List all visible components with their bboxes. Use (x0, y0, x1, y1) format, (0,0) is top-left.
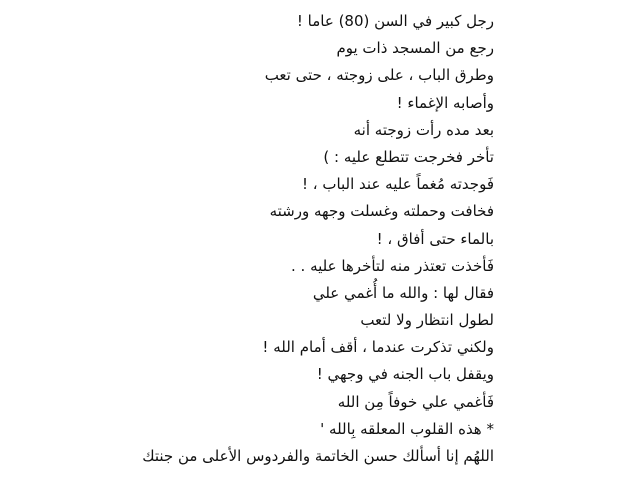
text-line: وطرق الباب ، على زوجته ، حتى تعب (264, 66, 494, 85)
text-line: فَوجدته مُغماً عليه عند الباب ، ! (301, 175, 494, 194)
text-line: فَأخذت تعتذر منه لتأخرها عليه . . (291, 256, 494, 275)
text-line: فخافت وحملته وغسلت وجهه ورشته (269, 202, 494, 221)
text-line: وأصابه الإغماء ! (396, 93, 494, 112)
text-line: فقال لها : والله ما أُغمي علي (312, 283, 494, 302)
text-line: فَأغمي علي خوفاً مِن الله (337, 392, 494, 411)
poem-text-block (24, 8, 494, 470)
text-line: * هذه القلوب المعلقه بِالله ' (320, 419, 494, 438)
text-line: ويقفل باب الجنه في وجهي ! (316, 365, 494, 384)
text-line: اللهُم إنا أسألك حسن الخاتمة والفردوس الأعلى من جنتك (142, 447, 494, 465)
text-line: لطول انتظار ولا لتعب (360, 311, 494, 330)
text-line: ولكني تذكرت عندما ، أقف أمام الله ! (262, 338, 494, 357)
text-line: رجع من المسجد ذات يوم (336, 39, 494, 58)
text-line: بعد مده رأت زوجته أنه (353, 120, 494, 139)
text-line: تأخر فخرجت تتطلع عليه : ) (323, 147, 494, 166)
text-line: رجل كبير في السن (80) عاما ! (296, 12, 494, 30)
text-line: بالماء حتى أفاق ، ! (376, 229, 494, 248)
